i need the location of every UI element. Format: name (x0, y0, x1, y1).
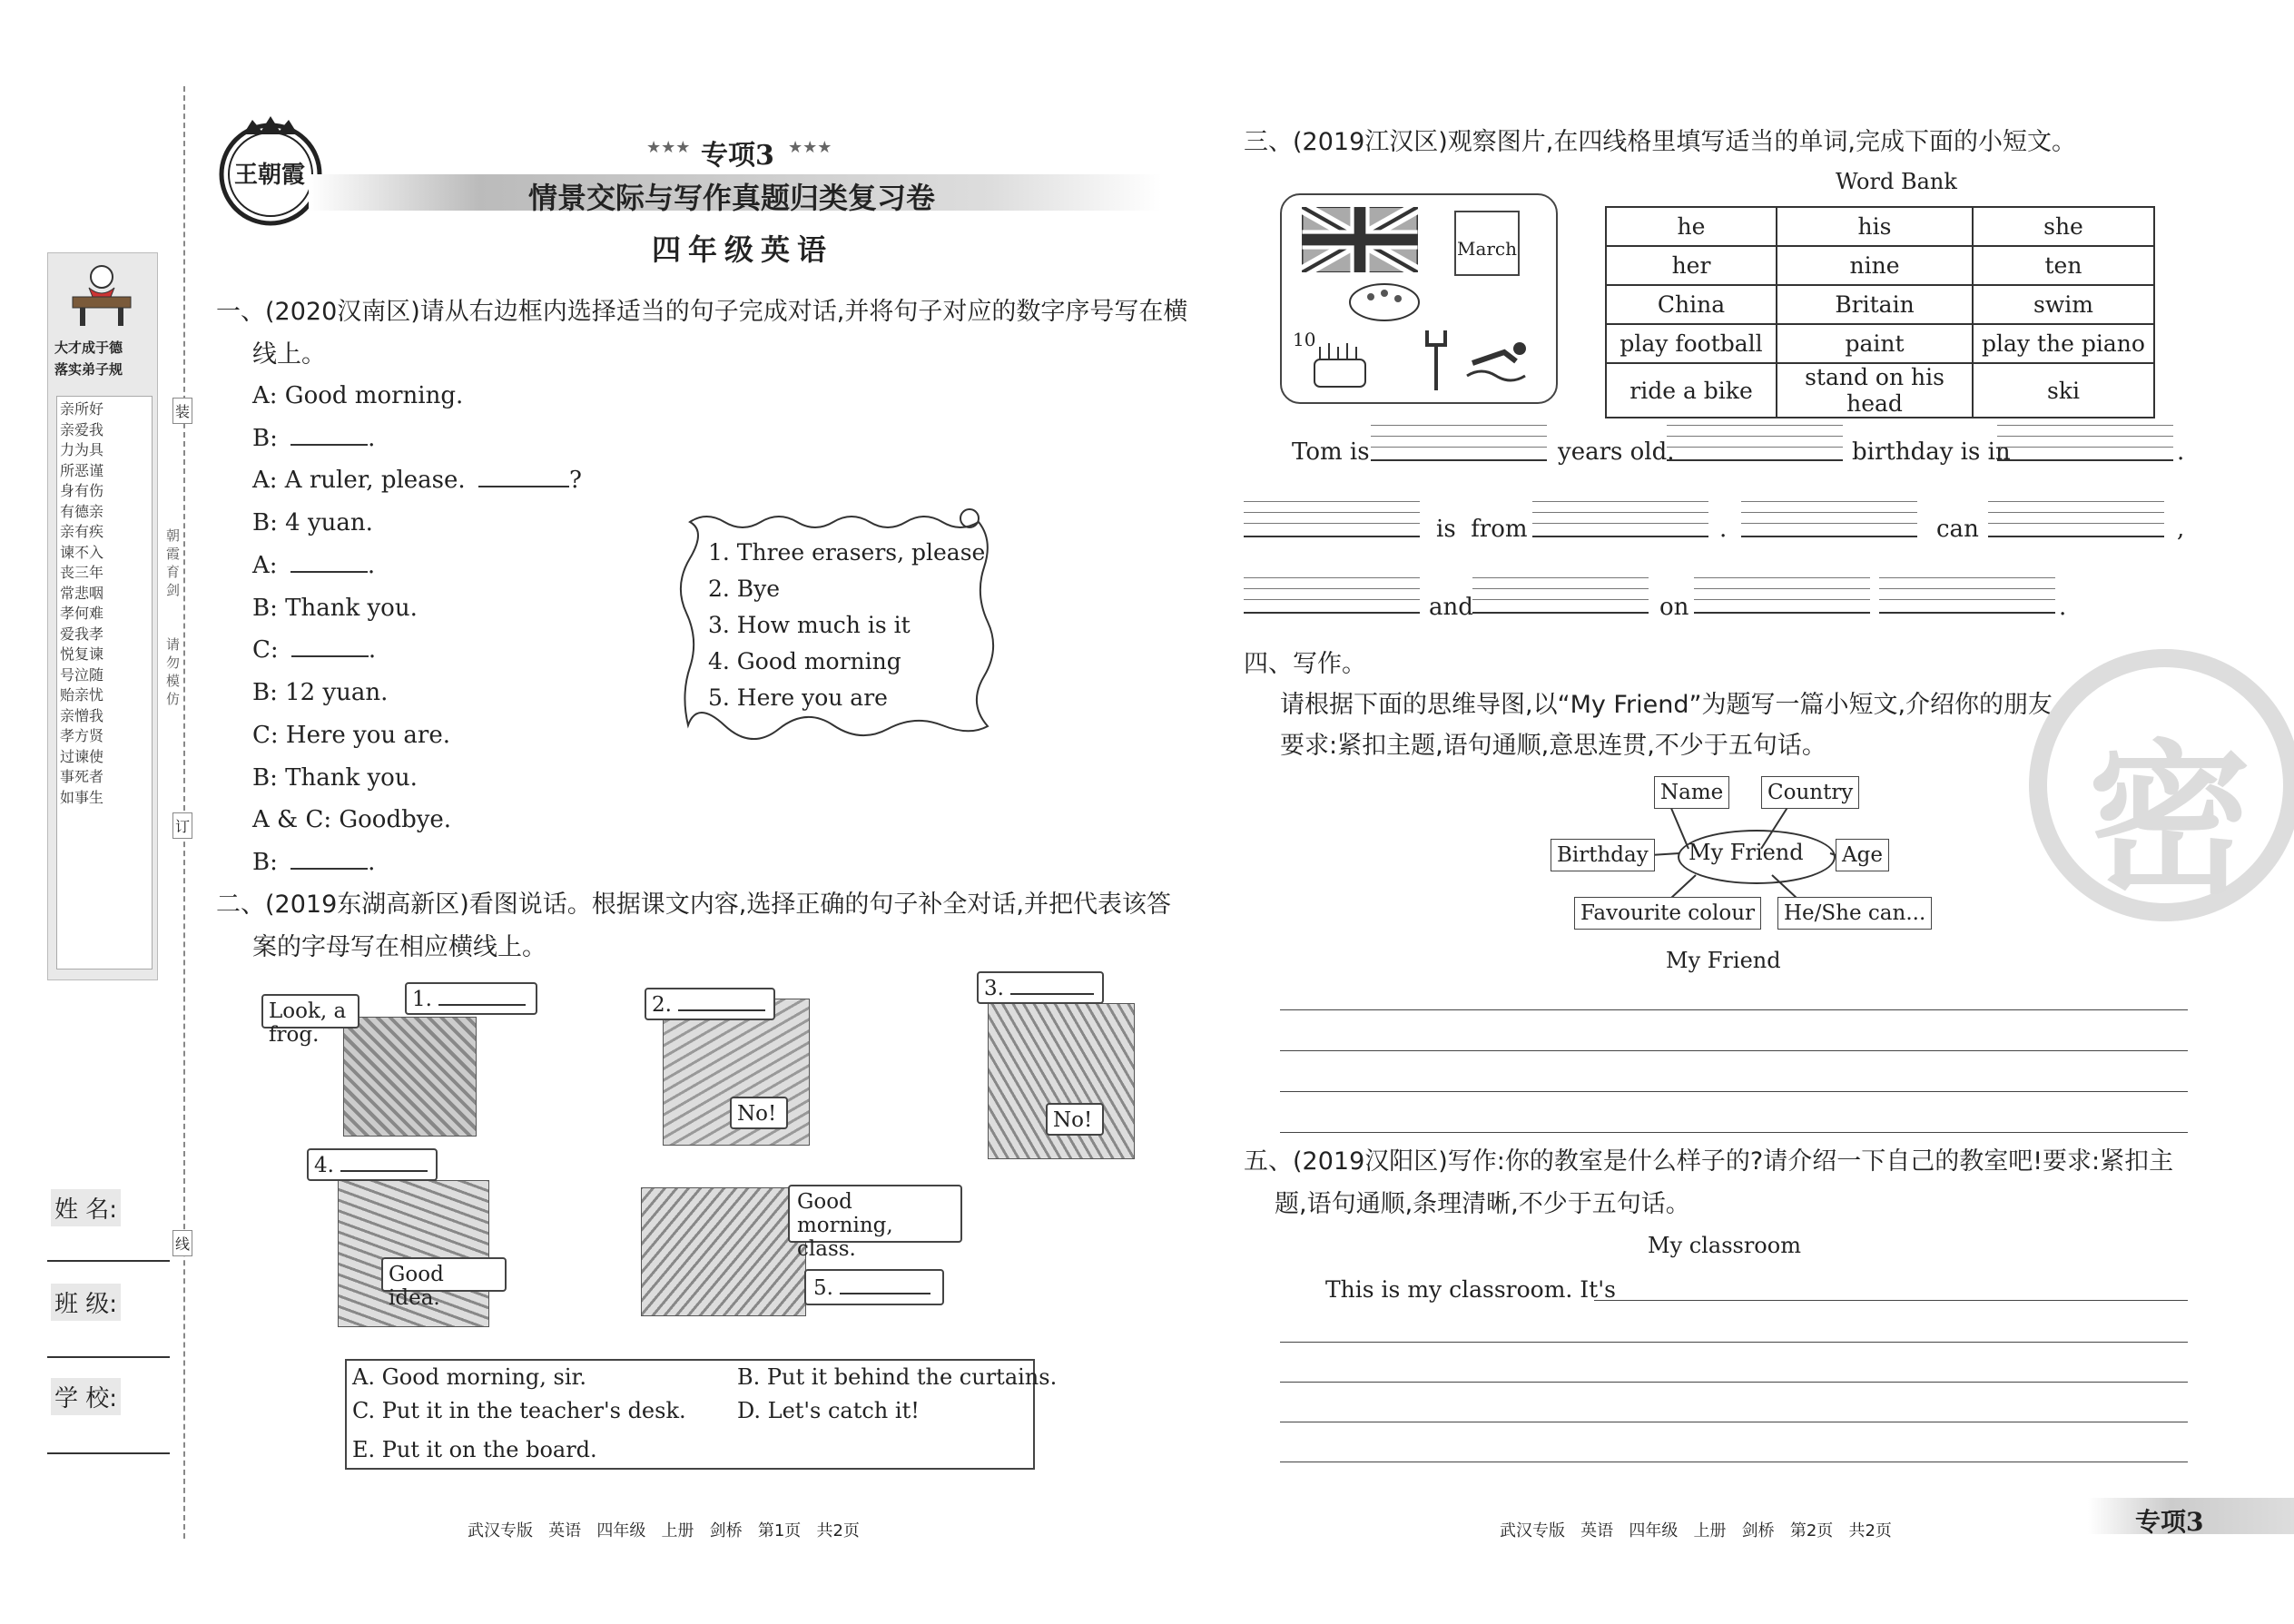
word-bank-cell: Britain (1777, 285, 1973, 324)
poem-line: 亲有疾 (60, 523, 104, 540)
q1-line-8: B: 12 yuan. (252, 679, 389, 706)
page-subtitle: 四年级英语 (652, 232, 834, 267)
poem-line: 亲所好 (60, 400, 104, 418)
q1-line-5: A: . (252, 552, 376, 579)
q2-heading-cont: 案的字母写在相应横线上。 (252, 933, 546, 961)
q1-option-5: 5. Here you are (708, 684, 888, 711)
answer-blank[interactable] (840, 1292, 930, 1294)
q3-text-comma: , (2177, 516, 2185, 543)
four-line-blank[interactable] (1371, 425, 1547, 465)
bubble-3 (977, 971, 1104, 1004)
name-label: 姓 名: (51, 1189, 121, 1226)
writing-line[interactable] (1280, 1132, 2188, 1133)
four-line-blank[interactable] (1532, 501, 1708, 541)
answer-blank[interactable] (291, 655, 369, 657)
word-bank-cell: China (1606, 285, 1777, 324)
q4-essay-title: My Friend (1666, 948, 1781, 973)
birthday-cake-icon (1307, 334, 1373, 393)
word-bank-row (1606, 207, 2154, 246)
q3-text-birthday: birthday is in (1852, 438, 2011, 466)
q1-line-4: B: 4 yuan. (252, 509, 373, 536)
q1-line-10: B: Thank you. (252, 764, 418, 792)
tool-icon (1422, 327, 1451, 392)
answer-blank[interactable] (290, 867, 368, 870)
q1-option-3: 3. How much is it (708, 612, 911, 638)
poem-line: 身有伤 (60, 482, 104, 499)
bubble-frog (261, 994, 359, 1047)
q2-choice-c: C. Put it in the teacher's desk. (352, 1398, 686, 1423)
answer-blank[interactable] (1010, 992, 1094, 995)
q1-line-text: B: (252, 849, 278, 876)
four-line-blank[interactable] (1244, 501, 1420, 541)
writing-line[interactable] (1280, 1050, 2188, 1051)
four-line-blank[interactable] (1997, 425, 2173, 465)
four-line-blank[interactable] (1244, 577, 1420, 617)
q1-line-text: A: A ruler, please. (252, 467, 466, 494)
binding-mark-zhuang: 装 (172, 398, 192, 424)
answer-blank[interactable] (290, 570, 368, 573)
answer-blank[interactable] (678, 1009, 765, 1011)
class-field[interactable] (47, 1356, 170, 1358)
q1-line-6: B: Thank you. (252, 595, 418, 622)
bubble-2 (645, 988, 775, 1020)
mindmap-label: Birthday (1557, 843, 1649, 867)
answer-blank[interactable] (290, 443, 368, 446)
q1-option-1: 1. Three erasers, please (708, 539, 986, 566)
mindmap-birthday (1551, 839, 1655, 871)
q2-picture-5 (641, 1187, 806, 1316)
bubble-good-morning (788, 1185, 962, 1261)
footer-right: 武汉专版 英语 四年级 上册 剑桥 第2页 共2页 (1500, 1521, 1892, 1540)
q5-essay-title: My classroom (1648, 1233, 1801, 1258)
q3-text-dot2: . (1719, 516, 1728, 543)
answer-blank[interactable] (340, 1169, 428, 1172)
stars-right: ★★★ (788, 138, 832, 157)
stars-left: ★★★ (646, 138, 691, 157)
q2-picture-1 (343, 1017, 477, 1137)
bubble-4 (307, 1148, 438, 1181)
q3-text-end: . (2059, 594, 2067, 621)
bubble-1 (405, 982, 537, 1015)
word-bank-cell: stand on his head (1777, 363, 1973, 418)
q5-heading: 五、(2019汉阳区)写作:你的教室是什么样子的?请介绍一下自己的教室吧!要求:紧扣主 (1244, 1147, 2174, 1176)
q1-line-9: C: Here you are. (252, 722, 450, 749)
q3-text-can: can (1936, 516, 1979, 543)
bubble-no-2 (1046, 1103, 1104, 1136)
bubble-text: Good idea. (389, 1263, 444, 1310)
binding-mark-xian: 线 (172, 1230, 192, 1256)
poem-line: 有德亲 (60, 502, 104, 520)
mindmap-can (1777, 897, 1932, 930)
mindmap-label: Age (1842, 843, 1883, 867)
word-bank-cell: nine (1777, 246, 1973, 285)
four-line-blank[interactable] (1988, 501, 2164, 541)
q3-text-and: and (1429, 594, 1473, 621)
bubble-5 (804, 1269, 944, 1305)
poem-line: 力为具 (60, 441, 104, 458)
answer-blank[interactable] (438, 1003, 526, 1006)
q1-line-7: C: . (252, 636, 377, 664)
bubble-number: 3. (984, 977, 1004, 1000)
word-bank-row (1606, 246, 2154, 285)
q3-heading: 三、(2019江汉区)观察图片,在四线格里填写适当的单词,完成下面的小短文。 (1244, 128, 2076, 156)
q4-heading: 四、写作。 (1244, 650, 1366, 678)
watermark-stamp-char: 密 (2088, 726, 2252, 916)
mindmap-label: He/She can... (1784, 901, 1926, 925)
poem-line: 所恶谨 (60, 461, 104, 479)
scholar-illustration (53, 259, 151, 340)
binding-mark-ding: 订 (172, 812, 192, 839)
bubble-number: 5. (813, 1276, 833, 1300)
margin-note-1: 朝霞育剑 (166, 527, 181, 598)
four-line-blank[interactable] (1694, 577, 1870, 617)
poem-line: 亲爱我 (60, 420, 104, 438)
q2-choice-e: E. Put it on the board. (352, 1437, 597, 1462)
word-bank-cell: ten (1973, 246, 2154, 285)
q4-instruction-2: 要求:紧扣主题,语句通顺,意思连贯,不少于五句话。 (1280, 732, 1826, 760)
q3-text-is-from: is from (1436, 516, 1528, 543)
mindmap-country (1761, 776, 1859, 809)
poem-line: 孝方贤 (60, 727, 104, 744)
mindmap-center-label: My Friend (1689, 840, 1804, 865)
q1-line-text: A: (252, 552, 278, 579)
logo-text: 王朝霞 (234, 162, 306, 189)
writing-line[interactable] (1280, 1382, 2188, 1383)
q2-choice-d: D. Let's catch it! (737, 1398, 920, 1423)
name-field[interactable] (47, 1260, 170, 1262)
bubble-number: 2. (652, 993, 672, 1017)
q3-text-on: on (1659, 594, 1689, 621)
mindmap-age (1836, 839, 1889, 871)
q1-line-3 (252, 468, 582, 492)
q1-line-2: B: . (252, 425, 376, 452)
poem-line: 爱我孝 (60, 625, 104, 643)
q5-starter: This is my classroom. It's (1325, 1276, 1616, 1303)
q1-line-12: B: . (252, 849, 376, 876)
word-bank-row (1606, 363, 2154, 418)
bubble-no-1 (730, 1097, 788, 1129)
word-bank-cell: ski (1973, 363, 2154, 418)
q1-line-11: A & C: Goodbye. (252, 806, 452, 833)
word-bank-cell: ride a bike (1606, 363, 1777, 418)
mindmap-label: Favourite colour (1580, 901, 1756, 925)
cake-age: 10 (1293, 329, 1316, 350)
paint-palette-icon (1344, 277, 1425, 327)
poem-line: 悦复谏 (60, 645, 104, 663)
writing-line[interactable] (1280, 1009, 2188, 1010)
class-label: 班 级: (51, 1284, 121, 1321)
q4-instruction-1: 请根据下面的思维导图,以“My Friend”为题写一篇小短文,介绍你的朋友。 (1280, 691, 2078, 719)
bubble-text: No! (737, 1102, 777, 1126)
mindmap-label: Country (1767, 781, 1854, 804)
poem-line: 常悲咽 (60, 584, 104, 602)
four-line-blank[interactable] (1667, 425, 1843, 465)
calendar-icon (1454, 211, 1520, 276)
bubble-text: Look, a frog. (269, 999, 347, 1047)
q3-text-tom: Tom is (1292, 438, 1370, 466)
word-bank-title: Word Bank (1836, 169, 1957, 194)
poem-line: 过谏使 (60, 747, 104, 765)
sidebar-motto-2: 落实弟子规 (54, 361, 123, 378)
word-bank-cell: play the piano (1973, 324, 2154, 363)
q1-line-1: A: Good morning. (252, 382, 464, 409)
bubble-text: class. (797, 1237, 856, 1261)
poem-line: 谏不入 (60, 543, 104, 561)
word-bank-cell: his (1777, 207, 1973, 246)
poem-line: 如事生 (60, 788, 104, 806)
writing-line[interactable] (1594, 1300, 2188, 1301)
series-label: 专项3 (701, 140, 774, 172)
word-bank-cell: she (1973, 207, 2154, 246)
q2-choice-a: A. Good morning, sir. (352, 1364, 586, 1390)
q3-text-dot1: . (2177, 438, 2185, 466)
writing-line[interactable] (1280, 1091, 2188, 1092)
poem-line: 亲憎我 (60, 706, 104, 724)
q1-line-text: C: (252, 636, 279, 664)
bubble-number: 4. (314, 1154, 334, 1177)
bubble-text: Good morning, (797, 1190, 893, 1237)
school-field[interactable] (47, 1452, 170, 1454)
sidebar-motto-1: 大才成于德 (54, 340, 123, 356)
sidebar-poem-text (60, 399, 151, 808)
page-title: 情景交际与写作真题归类复习卷 (528, 181, 936, 215)
q3-text-years: years old. (1558, 438, 1675, 466)
poem-line: 丧三年 (60, 564, 104, 581)
poem-line: 事死者 (60, 768, 104, 785)
margin-note-2: 请勿模仿 (166, 636, 181, 707)
word-bank-cell: he (1606, 207, 1777, 246)
four-line-blank[interactable] (1472, 577, 1649, 617)
word-bank-row (1606, 285, 2154, 324)
bubble-good-idea (381, 1257, 507, 1310)
mindmap-name (1654, 776, 1729, 809)
writing-line[interactable] (1280, 1342, 2188, 1343)
swimmer-icon (1463, 336, 1536, 386)
school-label: 学 校: (51, 1378, 121, 1415)
footer-tag: 专项3 (2135, 1507, 2204, 1537)
poem-line: 贻亲忧 (60, 686, 104, 704)
word-bank-table (1605, 206, 2155, 418)
mindmap-colour (1574, 897, 1761, 930)
word-bank-row (1606, 324, 2154, 363)
four-line-blank[interactable] (1741, 501, 1917, 541)
q1-line-text: B: (252, 425, 278, 452)
bubble-number: 1. (412, 988, 432, 1011)
footer-left: 武汉专版 英语 四年级 上册 剑桥 第1页 共2页 (468, 1521, 860, 1540)
bubble-text: No! (1053, 1108, 1093, 1132)
q1-heading: 一、(2020汉南区)请从右边框内选择适当的句子完成对话,并将句子对应的数字序号写在横 (216, 298, 1188, 326)
poem-line: 孝何难 (60, 605, 104, 622)
answer-blank[interactable] (478, 485, 569, 487)
uk-flag-icon (1302, 207, 1418, 272)
q2-choice-b: B. Put it behind the curtains. (737, 1364, 1058, 1390)
calendar-month: March (1456, 238, 1518, 260)
word-bank-cell: play football (1606, 324, 1777, 363)
q1-heading-cont: 线上。 (252, 340, 326, 369)
q1-question-mark: ? (568, 467, 582, 494)
four-line-blank[interactable] (1879, 577, 2055, 617)
word-bank-cell: her (1606, 246, 1777, 285)
mindmap-label: Name (1660, 781, 1724, 804)
q5-heading-cont: 题,语句通顺,条理清晰,不少于五句话。 (1275, 1190, 1690, 1218)
q1-option-2: 2. Bye (708, 576, 781, 602)
q2-picture-3 (988, 1003, 1135, 1159)
q1-option-4: 4. Good morning (708, 648, 901, 674)
word-bank-cell: swim (1973, 285, 2154, 324)
word-bank-cell: paint (1777, 324, 1973, 363)
q2-heading: 二、(2019东湖高新区)看图说话。根据课文内容,选择正确的句子补全对话,并把代表该答 (216, 891, 1171, 919)
poem-line: 号泣随 (60, 665, 104, 684)
